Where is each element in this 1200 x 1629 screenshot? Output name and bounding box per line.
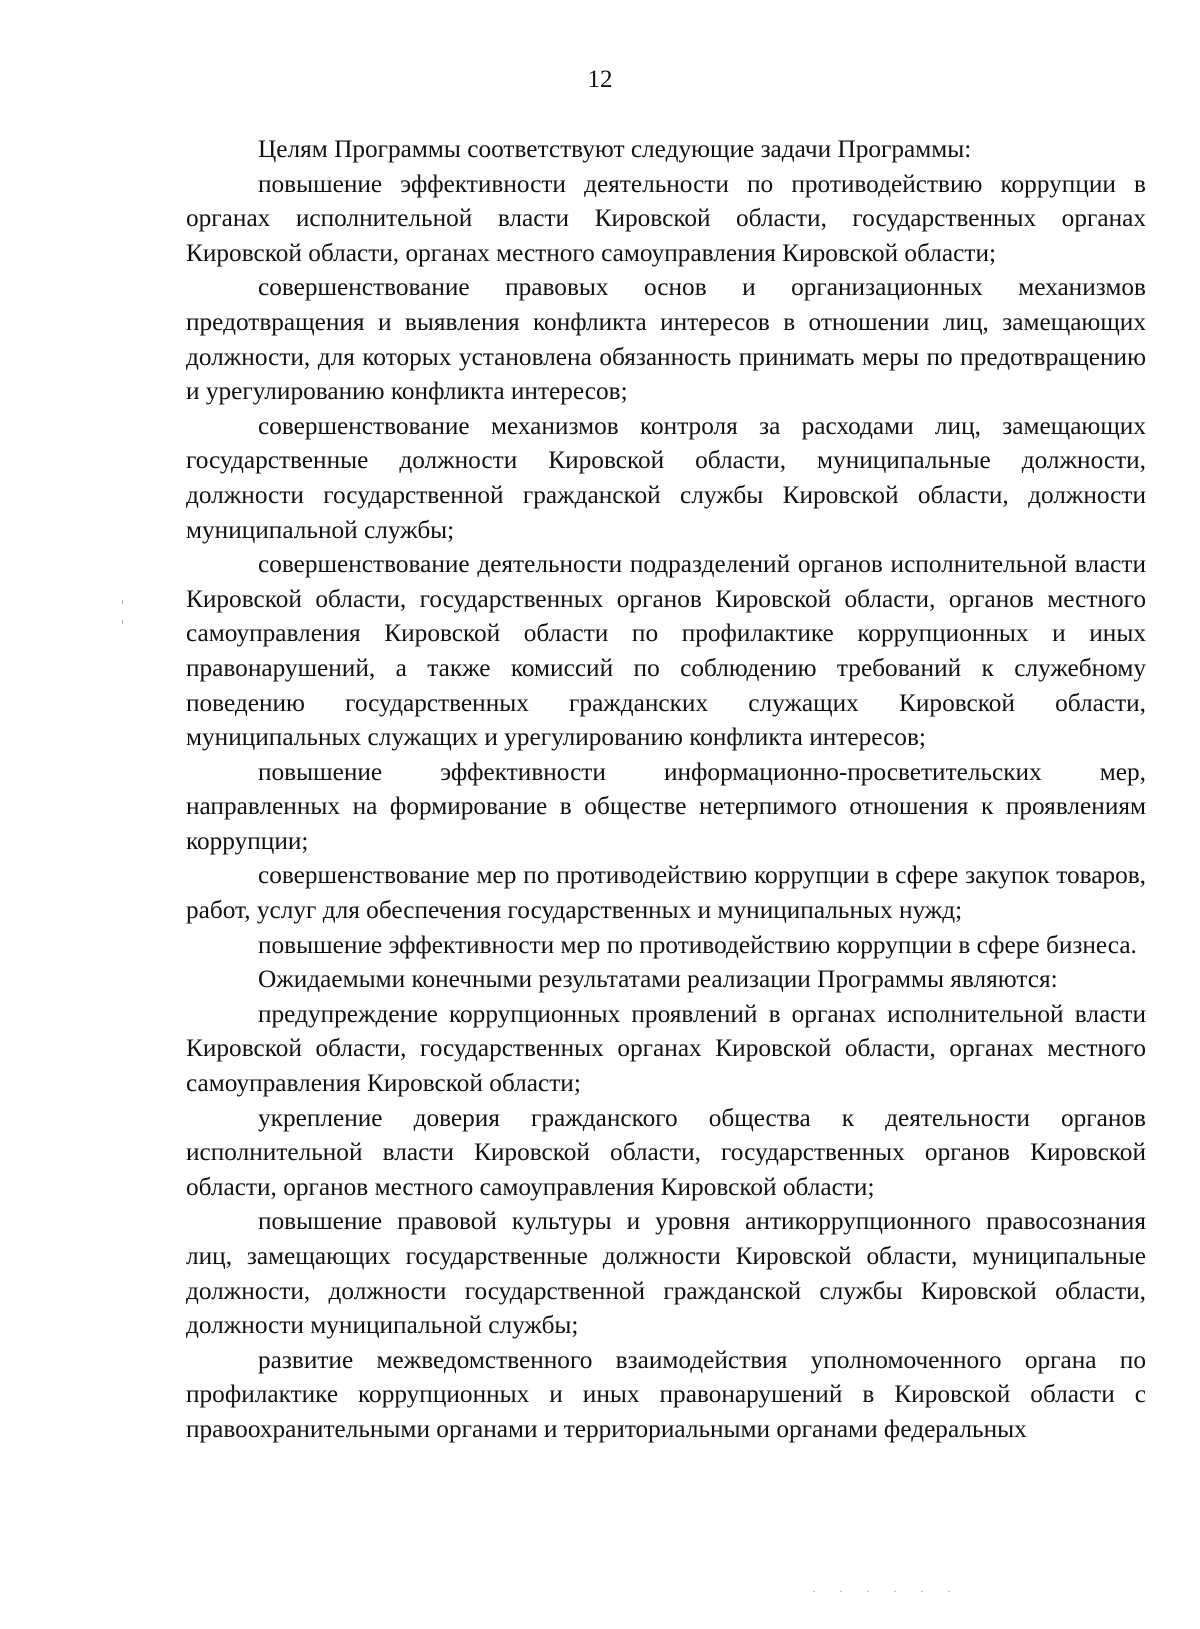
paragraph-result-2: укрепление доверия гражданского общества к деятельности органов исполнительной власти Кировской области, государственных органов Кировской области, органов местного самоуправления Кировской области;	[186, 1103, 1146, 1201]
document-body	[186, 132, 1146, 1447]
paragraph-task-6: совершенствование мер по противодействию коррупции в сфере закупок товаров, работ, услуг для обеспечения государственных и муниципальных нужд;	[186, 861, 1146, 925]
paragraph-result-3: повышение правовой культуры и уровня антикоррупционного правосознания лиц, замещающих государственные должности Кировской области, муниципальные должности, должности государственной гражданской службы Кировской области, должности муниципальной службы;	[186, 1207, 1146, 1340]
paragraph-task-7: повышение эффективности мер по противодействию коррупции в сфере бизнеса.	[258, 930, 1137, 959]
paragraph-task-2: совершенствование правовых основ и организационных механизмов предотвращения и выявления конфликта интересов в отношении лиц, замещающих должности, для которых установлена обязанность принимать меры по предотвращению и урегулированию конфликта интересов;	[186, 273, 1146, 406]
paragraph-task-3: совершенствование механизмов контроля за расходами лиц, замещающих государственные должности Кировской области, муниципальные должности, должности государственной гражданской службы Кировской области, должности муниципальной службы;	[186, 411, 1146, 544]
scan-edge-mark	[122, 600, 123, 604]
paragraph-task-5: повышение эффективности информационно-просветительских мер, направленных на формирование в обществе нетерпимого отношения к проявлениям коррупции;	[186, 757, 1146, 855]
page-number: 12	[587, 66, 613, 93]
paragraph-task-1: повышение эффективности деятельности по противодействию коррупции в органах исполнительной власти Кировской области, государственных органах Кировской области, органах местного самоуправления Кировской области;	[186, 169, 1146, 267]
paragraph-result-4: развитие межведомственного взаимодействия уполномоченного органа по профилактике коррупционных и иных правонарушений в Кировской области с правоохранительными органами и территориальными органами федеральных	[186, 1345, 1146, 1443]
scan-edge-mark	[122, 620, 123, 624]
paragraph-intro-tasks: Целям Программы соответствуют следующие задачи Программы:	[258, 135, 972, 163]
scan-artifact: · · · · · ·	[812, 1584, 961, 1598]
paragraph-task-4: совершенствование деятельности подразделений органов исполнительной власти Кировской области, государственных органов Кировской области, органов местного самоуправления Кировской области по профилактике коррупционных и иных правонарушений, а также комиссий по соблюдению требований к служебному поведению государственных гражданских служащих Кировской области, муниципальных служащих и урегулированию конфликта интересов;	[186, 550, 1146, 752]
paragraph-intro-results: Ожидаемыми конечными результатами реализации Программы являются:	[258, 965, 1058, 994]
paragraph-result-1: предупреждение коррупционных проявлений в органах исполнительной власти Кировской области, государственных органах Кировской области, органах местного самоуправления Кировской области;	[186, 999, 1146, 1098]
